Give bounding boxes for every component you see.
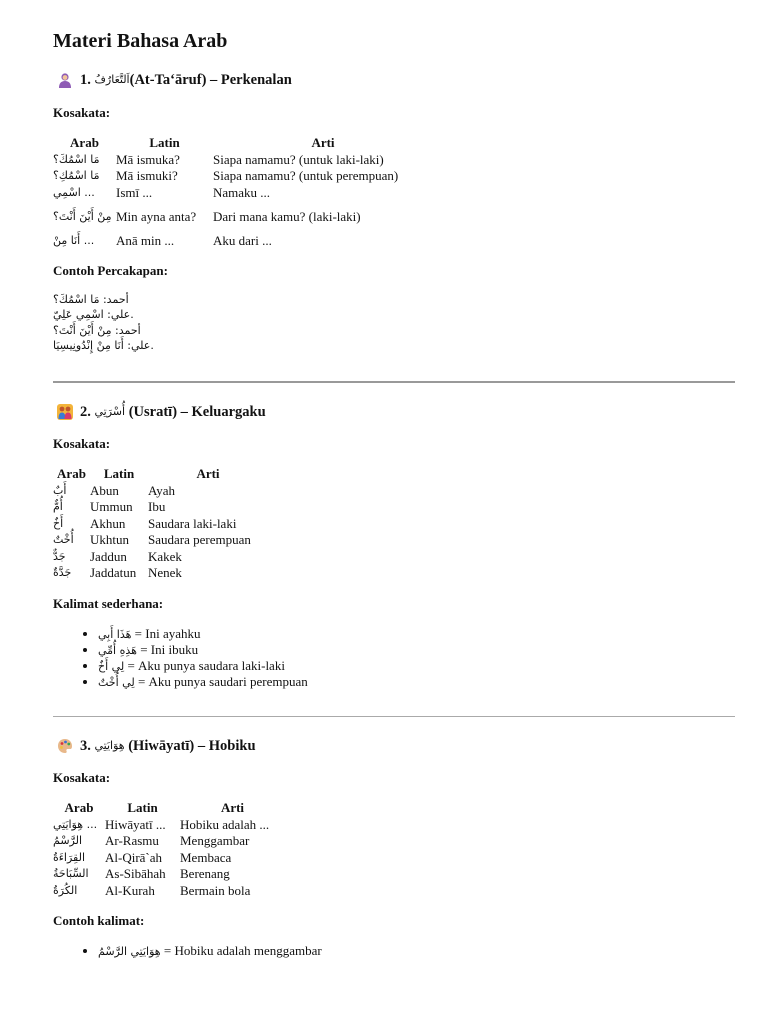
kosakata-label: Kosakata: xyxy=(53,770,111,785)
sentence-arabic: هِوَايَتِي الرَّسْمُ xyxy=(98,945,161,958)
cell-arti: Ayah xyxy=(148,482,175,498)
cell-arti: Saudara perempuan xyxy=(148,532,251,547)
cell-arab: القِرَاءَةُ xyxy=(53,850,86,864)
col-arab: Arab xyxy=(70,135,99,150)
section-title: (At-Ta‘āruf) – Perkenalan xyxy=(129,72,292,88)
cell-arab: هِوَايَتِي ... xyxy=(53,817,98,831)
cell-arab: الرَّسْمُ xyxy=(53,834,83,847)
cell-arab: مِنْ أَيْنَ أَنْتَ؟ xyxy=(53,209,112,223)
kosakata-label: Kosakata: xyxy=(53,105,111,120)
table-row xyxy=(53,233,433,250)
sentence-text: = Aku punya saudara laki-laki xyxy=(124,657,285,673)
section-heading xyxy=(53,402,735,422)
cell-arab: أُخْتٌ xyxy=(53,533,74,546)
cell-arab: أُمٌّ xyxy=(53,500,63,513)
conversation-line: علي: اسْمِي عَلِيّ. xyxy=(53,308,134,321)
section-arabic: هِوَايَتِي xyxy=(94,739,125,752)
section-divider xyxy=(53,381,735,383)
section-heading xyxy=(53,736,735,756)
cell-arti: Nenek xyxy=(148,565,182,580)
cell-arab: جَدَّةٌ xyxy=(53,566,72,579)
cell-latin: As-Sibāhah xyxy=(105,866,166,881)
sentence-arabic: هَذِهِ أُمِّي xyxy=(98,643,137,657)
section-keluargaku xyxy=(53,402,735,690)
table-row xyxy=(53,883,285,900)
vocab-table xyxy=(53,135,433,250)
table-row xyxy=(53,565,268,582)
sentence-text: = Aku punya saudari perempuan xyxy=(134,673,308,689)
col-arti: Arti xyxy=(220,800,245,815)
kalimat-label: Kalimat sederhana: xyxy=(53,595,164,611)
sentence-text: = Ini ayahku xyxy=(131,625,201,641)
cell-latin: Ar-Rasmu xyxy=(105,833,159,848)
cell-arab: أَبٌ xyxy=(53,483,67,497)
cell-arti: Siapa namamu? (untuk perempuan) xyxy=(213,168,399,183)
vocab-table xyxy=(53,466,268,582)
cell-latin: Ummun xyxy=(90,499,133,514)
cell-latin: Hiwāyatī ... xyxy=(105,816,166,832)
section-hobiku xyxy=(53,736,735,959)
cell-latin: Ukhtun xyxy=(90,532,129,547)
cell-latin: Jaddatun xyxy=(90,565,137,580)
table-row xyxy=(53,499,268,516)
cell-arab: مَا اسْمُكِ؟ xyxy=(53,169,100,182)
contoh-label: Contoh kalimat: xyxy=(53,913,145,928)
vocab-table xyxy=(53,800,285,899)
document-page xyxy=(53,28,735,958)
list-item xyxy=(98,642,735,658)
list-item xyxy=(98,658,735,674)
palette-icon xyxy=(57,738,73,754)
table-row xyxy=(53,483,268,500)
section-number: 3. xyxy=(80,738,91,754)
conversation xyxy=(53,292,735,354)
conversation-line: أحمد: مِنْ أَيْنَ أَنْتَ؟ xyxy=(53,323,141,337)
cell-arab: اسْمِي ... xyxy=(53,185,95,199)
percakapan-label: Contoh Percakapan: xyxy=(53,262,168,278)
cell-arti: Menggambar xyxy=(180,833,250,848)
col-arti: Arti xyxy=(196,466,220,481)
col-latin: Latin xyxy=(103,466,135,481)
list-item xyxy=(98,674,735,690)
conversation-line: علي: أَنَا مِنْ إِنْدُونِيسِيَا. xyxy=(53,339,154,352)
col-arti: Arti xyxy=(311,135,335,150)
cell-latin: Akhun xyxy=(90,515,126,531)
section-title: (Usratī) – Keluargaku xyxy=(128,404,266,420)
table-row xyxy=(53,850,285,867)
list-item xyxy=(98,626,735,642)
kosakata-label: Kosakata: xyxy=(53,436,111,451)
sentence-arabic: لِي أَخٌ xyxy=(98,659,125,673)
cell-arti: Saudara laki-laki xyxy=(148,515,237,531)
cell-arti: Bermain bola xyxy=(180,882,251,898)
cell-arab: مَا اسْمُكَ؟ xyxy=(53,152,100,166)
table-row xyxy=(53,168,433,185)
col-arab: Arab xyxy=(57,466,86,481)
col-latin: Latin xyxy=(149,135,180,150)
cell-arab: السِّبَاحَةُ xyxy=(53,867,89,880)
cell-latin: Abun xyxy=(90,482,119,498)
cell-latin: Min ayna anta? xyxy=(116,208,197,224)
sentence-text: = Hobiku adalah menggambar xyxy=(160,943,322,958)
cell-arti: Hobiku adalah ... xyxy=(180,816,270,832)
cell-latin: Ismī ... xyxy=(116,184,153,200)
cell-arab: جَدٌّ xyxy=(53,549,66,563)
table-row xyxy=(53,185,433,202)
table-row xyxy=(53,817,285,834)
sentence-text: = Ini ibuku xyxy=(136,641,199,657)
cell-arti: Aku dari ... xyxy=(213,233,272,248)
section-title: (Hiwāyatī) – Hobiku xyxy=(128,738,256,754)
table-row xyxy=(53,866,285,883)
table-row xyxy=(53,152,433,169)
cell-latin: Al-Kurah xyxy=(105,882,155,898)
conversation-line: أحمد: مَا اسْمُكَ؟ xyxy=(53,292,129,306)
table-row xyxy=(53,549,268,566)
section-number: 1. xyxy=(80,72,91,88)
cell-arti: Namaku ... xyxy=(213,184,271,200)
sentence-arabic: لِي أُخْتٌ xyxy=(98,675,135,689)
table-row xyxy=(53,833,285,850)
cell-latin: Al-Qirā`ah xyxy=(105,849,163,865)
table-row xyxy=(53,516,268,533)
col-latin: Latin xyxy=(127,800,158,815)
section-divider xyxy=(53,716,735,717)
cell-arti: Siapa namamu? (untuk laki-laki) xyxy=(213,151,384,167)
table-row xyxy=(53,532,268,549)
person-icon xyxy=(57,72,73,88)
section-arabic: أُسْرَتِي xyxy=(94,405,126,418)
cell-arab: أَخٌ xyxy=(53,516,64,530)
col-arab: Arab xyxy=(64,800,94,815)
section-arabic: اَلتَّعَارُفُ xyxy=(94,73,130,86)
cell-latin: Mā ismuka? xyxy=(116,151,180,167)
section-number: 2. xyxy=(80,404,91,420)
cell-latin: Anā min ... xyxy=(116,233,175,248)
page-title: Materi Bahasa Arab xyxy=(53,30,228,52)
section-perkenalan xyxy=(53,70,735,354)
cell-arti: Kakek xyxy=(148,548,182,564)
cell-arti: Ibu xyxy=(148,499,166,514)
table-row xyxy=(53,201,433,233)
section-heading xyxy=(53,70,735,90)
cell-arti: Berenang xyxy=(180,866,230,881)
cell-latin: Jaddun xyxy=(90,548,127,564)
sentence-list xyxy=(53,943,735,959)
list-item xyxy=(98,943,735,959)
family-icon xyxy=(57,404,73,420)
cell-arab: أَنَا مِنْ ... xyxy=(53,234,95,247)
sentence-arabic: هَذَا أَبِي xyxy=(98,627,132,641)
sentence-list xyxy=(53,626,735,690)
cell-arti: Membaca xyxy=(180,849,232,865)
cell-arab: الكُرَةُ xyxy=(53,883,78,897)
cell-arti: Dari mana kamu? (laki-laki) xyxy=(213,208,361,224)
cell-latin: Mā ismuki? xyxy=(116,168,178,183)
